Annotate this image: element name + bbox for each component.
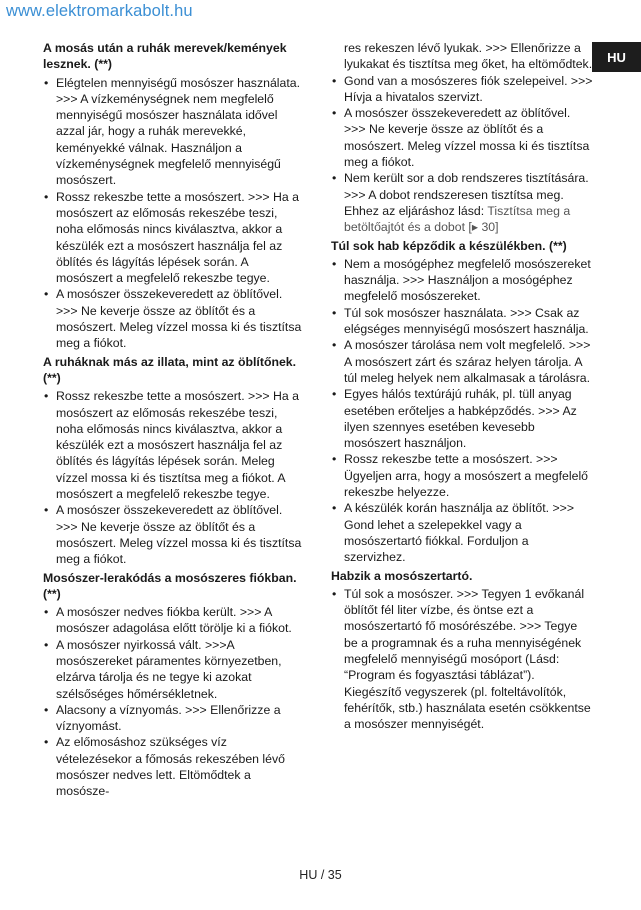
list-item: • A mosószer összekeveredett az öblítővel. >>> Ne keverje össze az öblítőt és a mosószert. Meleg vízzel mossa ki és tisztítsa meg a fiókot. bbox=[331, 105, 593, 170]
section-heading: Mosószer-lerakódás a mosószeres fiókban. (**) bbox=[43, 570, 297, 601]
bullet-list bbox=[43, 75, 305, 352]
list-item: • Egyes hálós textúrájú ruhák, pl. tüll anyag esetében erőteljes a habképződés. >>> Az ilyen szennyes esetében kevesebb mosószert használjon. bbox=[331, 386, 593, 451]
section-heading: Túl sok hab képződik a készülékben. (**) bbox=[331, 238, 567, 253]
right-column bbox=[331, 40, 593, 734]
list-item: • Az előmosáshoz szükséges víz vételezésekor a főmosás rekeszében lévő mosószer nedves lett. Eltömődtek a mosósze- bbox=[43, 734, 305, 799]
list-item: • Nem a mosógéphez megfelelő mosószereket használja. >>> Használjon a mosógéphez megfelelő mosószereket. bbox=[331, 256, 593, 305]
bullet-list bbox=[331, 256, 593, 566]
page-number: HU / 35 bbox=[299, 868, 342, 882]
section-heading: Habzik a mosószertartó. bbox=[331, 568, 473, 583]
list-item: • A mosószer tárolása nem volt megfelelő. >>> A mosószert zárt és száraz helyen tárolja. A túl meleg helyek nem alkalmasak a tárolásra. bbox=[331, 337, 593, 386]
list-item: • Rossz rekeszbe tette a mosószert. >>> Ha a mosószert az előmosás rekeszébe teszi, noha előmosás nincs kiválasztva, akkor a készülék ezt a mosószert használja fel az öblítés és lágyítás lépések során. Meleg vízzel mossa ki és tisztítsa meg a fiókot. A mosószert a megfelelő rekeszbe tegye. bbox=[43, 388, 305, 502]
list-item: • A mosószer nyirkossá vált. >>>A mosószereket páramentes környezetben, elzárva tárolja és ne tegye ki azokat szélsőséges hőmérsékletnek. bbox=[43, 637, 305, 702]
bullet-list bbox=[331, 586, 593, 733]
list-item: • Rossz rekeszbe tette a mosószert. >>> Ügyeljen arra, hogy a mosószert a megfelelő rekeszbe helyezze. bbox=[331, 451, 593, 500]
list-item: • Túl sok mosószer használata. >>> Csak az elégséges mennyiségű mosószert használja. bbox=[331, 305, 593, 338]
website-watermark[interactable]: www.elektromarkabolt.hu bbox=[6, 2, 193, 20]
drum-cleaning-text: Nem került sor a dob rendszeres tisztítására. >>> A dobot rendszeresen tisztítsa meg. Ehhez az eljáráshoz lásd: bbox=[344, 171, 589, 218]
list-item-continuation: res rekeszen lévő lyukak. >>> Ellenőrizze a lyukakat és tisztítsa meg őket, ha eltömődtek. bbox=[344, 41, 593, 72]
section-heading: A mosás után a ruhák merevek/kemények lesznek. (**) bbox=[43, 41, 287, 72]
list-item-drum-cleaning bbox=[331, 170, 593, 235]
list-item: • A mosószer összekeveredett az öblítővel. >>> Ne keverje össze az öblítőt és a mosószert. Meleg vízzel mossa ki és tisztítsa meg a fiókot. bbox=[43, 286, 305, 351]
section-heading: A ruháknak más az illata, mint az öblítőnek. (**) bbox=[43, 354, 297, 385]
bullet-list bbox=[43, 604, 305, 800]
cross-reference-text: Tisztítsa meg a betöltőajtót és a dobot [ bbox=[344, 203, 571, 235]
play-triangle-icon: ▸ bbox=[471, 220, 479, 235]
list-item: • Túl sok a mosószer. >>> Tegyen 1 evőkanál öblítőt fél liter vízbe, és öntse ezt a mosószertartó fő mosórészébe. >>> Tegye be a programnak és a ruha mennyiségének megfelelő mennyiségű mosóport (Lásd: “Program és fogyasztási táblázat”). Kiegészítő vegyszerek (pl. folteltávolítók, fehérítők, stb.) használata esetén csökkentse a mosószer mennyiségét. bbox=[331, 586, 593, 733]
bullet-list bbox=[331, 40, 593, 236]
list-item: • Gond van a mosószeres fiók szelepeivel. >>> Hívja a hivatalos szervizt. bbox=[331, 73, 593, 106]
list-item: • Elégtelen mennyiségű mosószer használata. >>> A vízkeménységnek nem megfelelő mennyiségű mosószer használata idővel azzal jár, hogy a ruhák merevekké, keményekké válnak. Használjon a vízkeménységnek megfelelő mennyiségű mosószert. bbox=[43, 75, 305, 189]
bullet-list bbox=[43, 388, 305, 567]
list-item: • Alacsony a víznyomás. >>> Ellenőrizze a víznyomást. bbox=[43, 702, 305, 735]
cross-reference-page: 30] bbox=[478, 220, 499, 235]
list-item: • A mosószer összekeveredett az öblítővel. >>> Ne keverje össze az öblítőt és a mosószert. Meleg vízzel mossa ki és tisztítsa meg a fiókot. bbox=[43, 502, 305, 567]
list-item: • Rossz rekeszbe tette a mosószert. >>> Ha a mosószert az előmosás rekeszébe teszi, noha előmosás nincs kiválasztva, akkor a készülék ezt a mosószert használja fel az öblítés és lágyítás lépések során. A mosószert a megfelelő rekeszbe tegye. bbox=[43, 189, 305, 287]
list-item: • A mosószer nedves fiókba került. >>> A mosószer adagolása előtt törölje ki a fiókot. bbox=[43, 604, 305, 637]
language-tab: HU bbox=[592, 42, 641, 72]
list-item: • A készülék korán használja az öblítőt. >>> Gond lehet a szelepekkel vagy a mosószertartó fiókkal. Forduljon a szervizhez. bbox=[331, 500, 593, 565]
left-column bbox=[43, 40, 305, 802]
